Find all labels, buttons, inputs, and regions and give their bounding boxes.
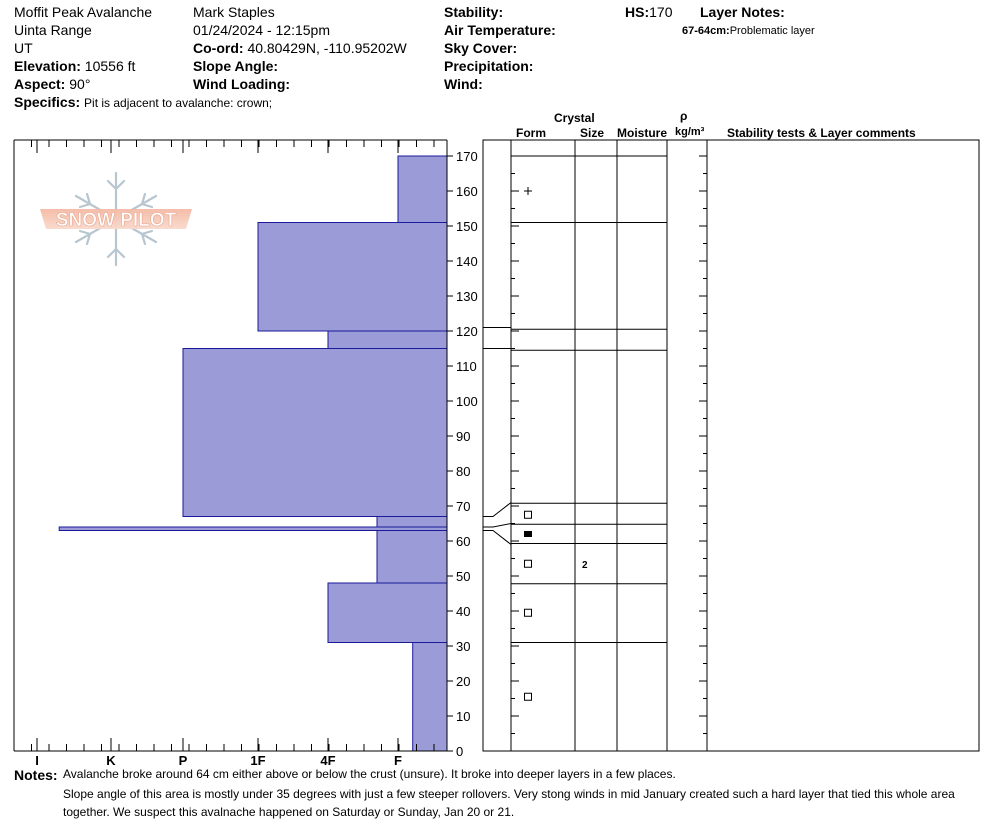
observation-datetime: 01/24/2024 - 12:15pm [193, 22, 330, 38]
layer-connector-line [483, 531, 511, 545]
aspect-value: 90° [69, 76, 91, 92]
depth-tick-label: 140 [456, 254, 478, 269]
notes-line-3: together. We suspect this avalnache happened on Saturday or Sunday, Jan 20 or 21. [63, 805, 515, 819]
size-header: Size [580, 126, 605, 140]
depth-tick-label: 80 [456, 464, 471, 479]
hs-value: 170 [649, 4, 673, 20]
crystal-grid-frame [483, 140, 979, 751]
coord-value: 40.80429N, -110.95202W [247, 40, 407, 56]
depth-tick-label: 110 [456, 359, 477, 374]
notes-line-1: Avalanche broke around 64 cm either above or below the crust (unsure). It broke into deeper layers in a few places. [63, 767, 676, 781]
depth-tick-label: 60 [456, 534, 471, 549]
hardness-bar-4 [377, 517, 447, 528]
wind-label: Wind: [444, 76, 483, 92]
depth-tick-label: 150 [456, 219, 478, 234]
layer-note-text: Problematic layer [729, 25, 815, 37]
elevation-value: 10556 ft [84, 58, 136, 74]
wind-loading-label: Wind Loading: [193, 76, 291, 92]
hardness-tick-label: P [178, 753, 188, 768]
notes-label: Notes: [14, 767, 58, 783]
depth-tick-label: 20 [456, 674, 471, 689]
range-name: Uinta Range [14, 22, 92, 38]
moisture-header: Moisture [617, 126, 668, 140]
slope-angle-label: Slope Angle: [193, 58, 279, 74]
snowpilot-logo [40, 173, 192, 265]
depth-tick-label: 100 [456, 394, 478, 409]
location-name: Moffit Peak Avalanche [14, 4, 153, 20]
layer-notes-label: Layer Notes: [700, 4, 785, 20]
notes-line-2: Slope angle of this area is mostly under 35 degrees with just a few steeper rollovers. Very stong winds in mid January created such a hard layer that tied this whole area [63, 787, 955, 801]
observer-name: Mark Staples [193, 4, 275, 20]
depth-tick-label: 30 [456, 639, 471, 654]
hardness-tick-label: K [106, 753, 116, 768]
depth-tick-label: 170 [456, 149, 478, 164]
depth-tick-label: 120 [456, 324, 478, 339]
elevation-label: Elevation: [14, 58, 81, 74]
air-temperature-label: Air Temperature: [444, 22, 556, 38]
hardness-bar-5 [59, 527, 447, 531]
depth-tick-label: 70 [456, 499, 471, 514]
specifics-label: Specifics: [14, 94, 81, 110]
faceted-crystal-icon [525, 693, 532, 700]
hardness-bar-7 [328, 583, 447, 643]
stability-label: Stability: [444, 4, 504, 20]
rho-header: ρ [680, 109, 688, 123]
depth-tick-label: 40 [456, 604, 471, 619]
form-header: Form [516, 126, 546, 140]
hs-label: HS: [625, 4, 650, 20]
hardness-tick-label: 1F [250, 753, 266, 768]
depth-tick-label: 50 [456, 569, 471, 584]
hardness-bar-0 [398, 156, 447, 223]
hardness-bar-2 [328, 331, 447, 349]
state-name: UT [14, 40, 33, 56]
aspect-label: Aspect: [14, 76, 66, 92]
depth-tick-label: 0 [456, 744, 464, 759]
layer-connector-line [483, 524, 511, 528]
hardness-tick-label: I [35, 753, 39, 768]
faceted-crystal-icon [525, 609, 532, 616]
specifics-text: Pit is adjacent to avalanche: crown; [84, 96, 273, 110]
precipitation-label: Precipitation: [444, 58, 534, 74]
depth-tick-label: 90 [456, 429, 471, 444]
crystal-size-value: 2 [582, 559, 588, 571]
faceted-crystal-icon [525, 511, 532, 518]
sky-cover-label: Sky Cover: [444, 40, 518, 56]
layer-note-range: 67-64cm: [682, 25, 730, 37]
coord-label: Co-ord: [193, 40, 244, 56]
crystal-header: Crystal [554, 111, 595, 125]
hardness-bar-6 [377, 531, 447, 584]
hardness-tick-label: 4F [320, 753, 336, 768]
hardness-bar-3 [183, 349, 447, 517]
depth-tick-label: 160 [456, 184, 478, 199]
faceted-crystal-icon [525, 560, 532, 567]
melt-freeze-crust-icon [524, 531, 532, 537]
layer-connector-line [483, 503, 511, 517]
comments-header: Stability tests & Layer comments [727, 126, 916, 140]
depth-tick-label: 130 [456, 289, 478, 304]
density-unit-header: kg/m³ [675, 126, 705, 138]
depth-tick-label: 10 [456, 709, 471, 724]
hardness-tick-label: F [394, 753, 402, 768]
hardness-bar-1 [258, 223, 447, 332]
snowpilot-logo-text: SNOW PILOT [55, 210, 177, 231]
hardness-bar-8 [413, 643, 447, 752]
